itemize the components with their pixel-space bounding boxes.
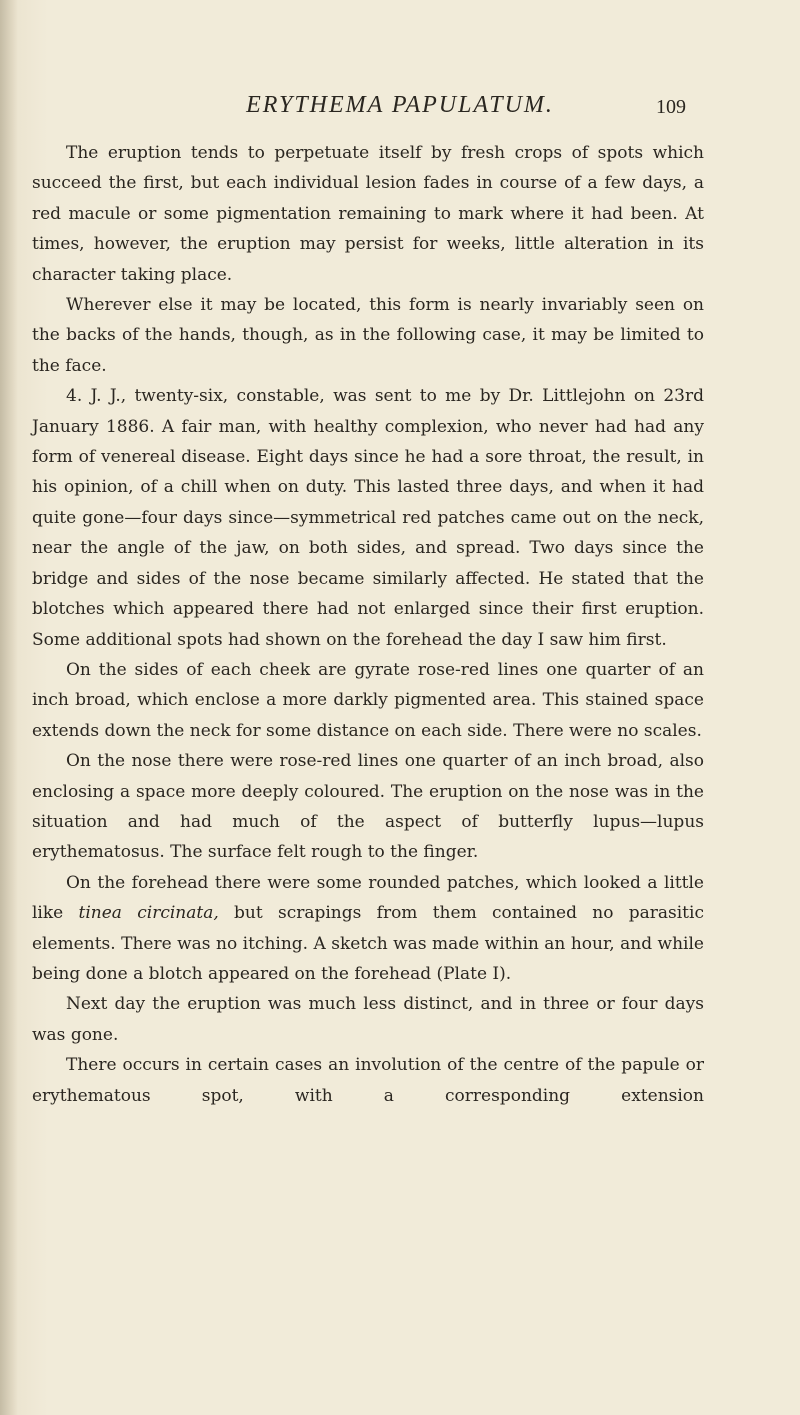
paragraph-3: 4. J. J., twenty-six, constable, was sent to me by Dr. Littlejohn on 23rd January 1886. A fair man, with healthy complexion, who never had had any form of venereal disease. Eight days since he had a sore throat, the result, in his opinion, of a chill when on duty. This lasted three days, and when it had quite gone—four days since—symmetrical red patches came out on the neck, near the angle of the jaw, on both sides, and spread. Two days since the bridge and sides of the nose became similarly affected. He stated that the blotches which appeared there had not enlarged since their first eruption. Some additional spots had shown on the forehead the day I saw him first.	[32, 386, 704, 650]
page-number: 109	[656, 96, 686, 118]
paragraph-2: Wherever else it may be located, this form is nearly invariably seen on the backs of the hands, though, as in the following case, it may be limited to the face.	[32, 295, 704, 376]
paragraph-8: There occurs in certain cases an involution of the centre of the papule or erythematous spot, with a corresponding extension	[32, 1055, 704, 1106]
binding-shadow	[0, 0, 18, 1415]
running-title: ERYTHEMA PAPULATUM.	[246, 92, 554, 118]
paragraph-1: The eruption tends to perpetuate itself by fresh crops of spots which succeed the first, but each individual lesion fades in course of a few days, a red macule or some pigmentation remaining to mark where it had been. At times, however, the eruption may persist for weeks, little alteration in its character taking place.	[32, 143, 704, 285]
paragraph-4: On the sides of each cheek are gyrate rose-red lines one quarter of an inch broad, which enclose a more darkly pigmented area. This stained space extends down the neck for some distance on each side. There were no scales.	[32, 659, 704, 741]
paragraph-6-italic: tinea circinata,	[78, 903, 219, 924]
paragraph-5: On the nose there were rose-red lines one quarter of an inch broad, also enclosing a space more deeply coloured. The eruption on the nose was in the situation and had much of the aspect of butterfly lupus—lupus erythematosus. The surface felt rough to the finger.	[32, 751, 704, 863]
body-text	[32, 138, 704, 1111]
paragraph-6-text-a: On the forehead there were some rounded patches, which looked a little like	[32, 872, 704, 924]
paragraph-6	[32, 868, 704, 990]
paragraph-7: Next day the eruption was much less distinct, and in three or four days was gone.	[32, 994, 704, 1045]
paragraph-6-text-b: but scrapings from them contained no parasitic elements. There was no itching. A sketch was made within an hour, and while being done a blotch appeared on the forehead (Plate I).	[32, 903, 704, 984]
